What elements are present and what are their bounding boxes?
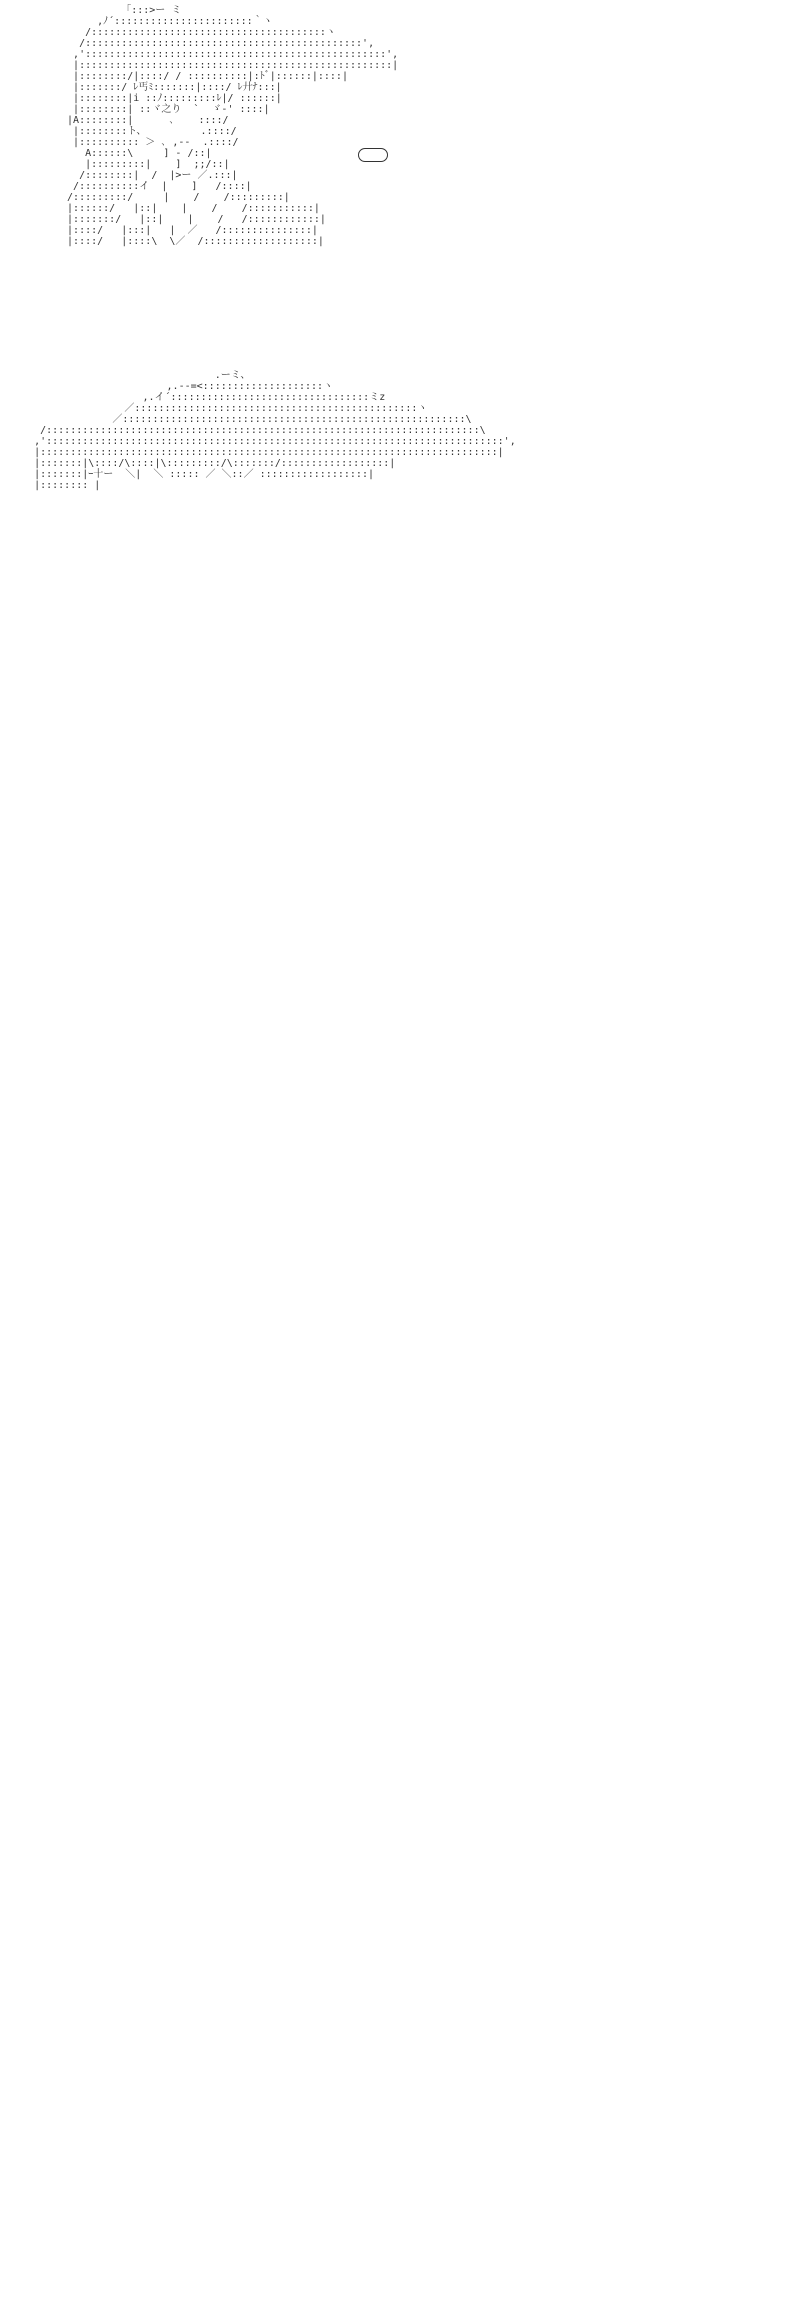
character-art-2: .ーミ、 ,.--=<::::::::::::::::::::ヽ ,.イ´:::::::::::::::::::::::::::::::::ミz ／:::::::::::::::::::::::::::::::::::::::::::::::ヽ ／:::::::::::::::::::::::::::::::::::::::::::::::::::::::::\ /::::::::::::::::::::::::::::::::::::::::::::::::::::::::::::::::::::::::\ ,'::::::::::::::::::::::::::::::::::::::::::::::::::::::::::::::::::::::::::::', |::::::::::::::::::::::::::::::::::::::::::::::::::::::::::::::::::::::::::::| |:::::::|\::::/\::::|\:::::::::/\:::::::/::::::::::::::::::| |:::::::|ｰ十ー ＼| ＼ ::::: ／ ＼::／ ::::::::::::::::::| |:::::::: | (34, 370, 516, 491)
character-art-1: 「:::>ー ミ ,ﾉ´:::::::::::::::::::::::｀ヽ /:::::::::::::::::::::::::::::::::::::::ヽ /::::::::::::::::::::::::::::::::::::::::::::::', ,'::::::::::::::::::::::::::::::::::::::::::::::::::', |::::::::::::::::::::::::::::::::::::::::::::::::::::| |::::::::/|::::/ / ::::::::::|:ﾄﾞ|::::::|::::| |:::::::/ ﾚ丐ﾐ:::::::|::::/ ﾚ廾ﾅ:::| |::::::::|i ::ﾉ:::::::::ﾚ|/ ::::::| |::::::::| ::ヾ之り ` ゞ-' ::::| |A::::::::| ､ ::::/ |::::::::ト、 .::::/ |:::::::::: ＞ ､ ,-- .::::/ A::::::\ ] - /::| |:::::::::| ] ;;/::| /::::::::| / |>ー ／.:::| /::::::::::イ | ] /::::| /:::::::::/ | / /:::::::::| |::::::/ |::| | / /:::::::::::| |:::::::/ |::| | / /::::::::::::| |::::/ |:::| | ／ /:::::::::::::::| |::::/ |::::\ \／ /:::::::::::::::::::| (67, 5, 399, 247)
speech-bubble (358, 148, 388, 162)
